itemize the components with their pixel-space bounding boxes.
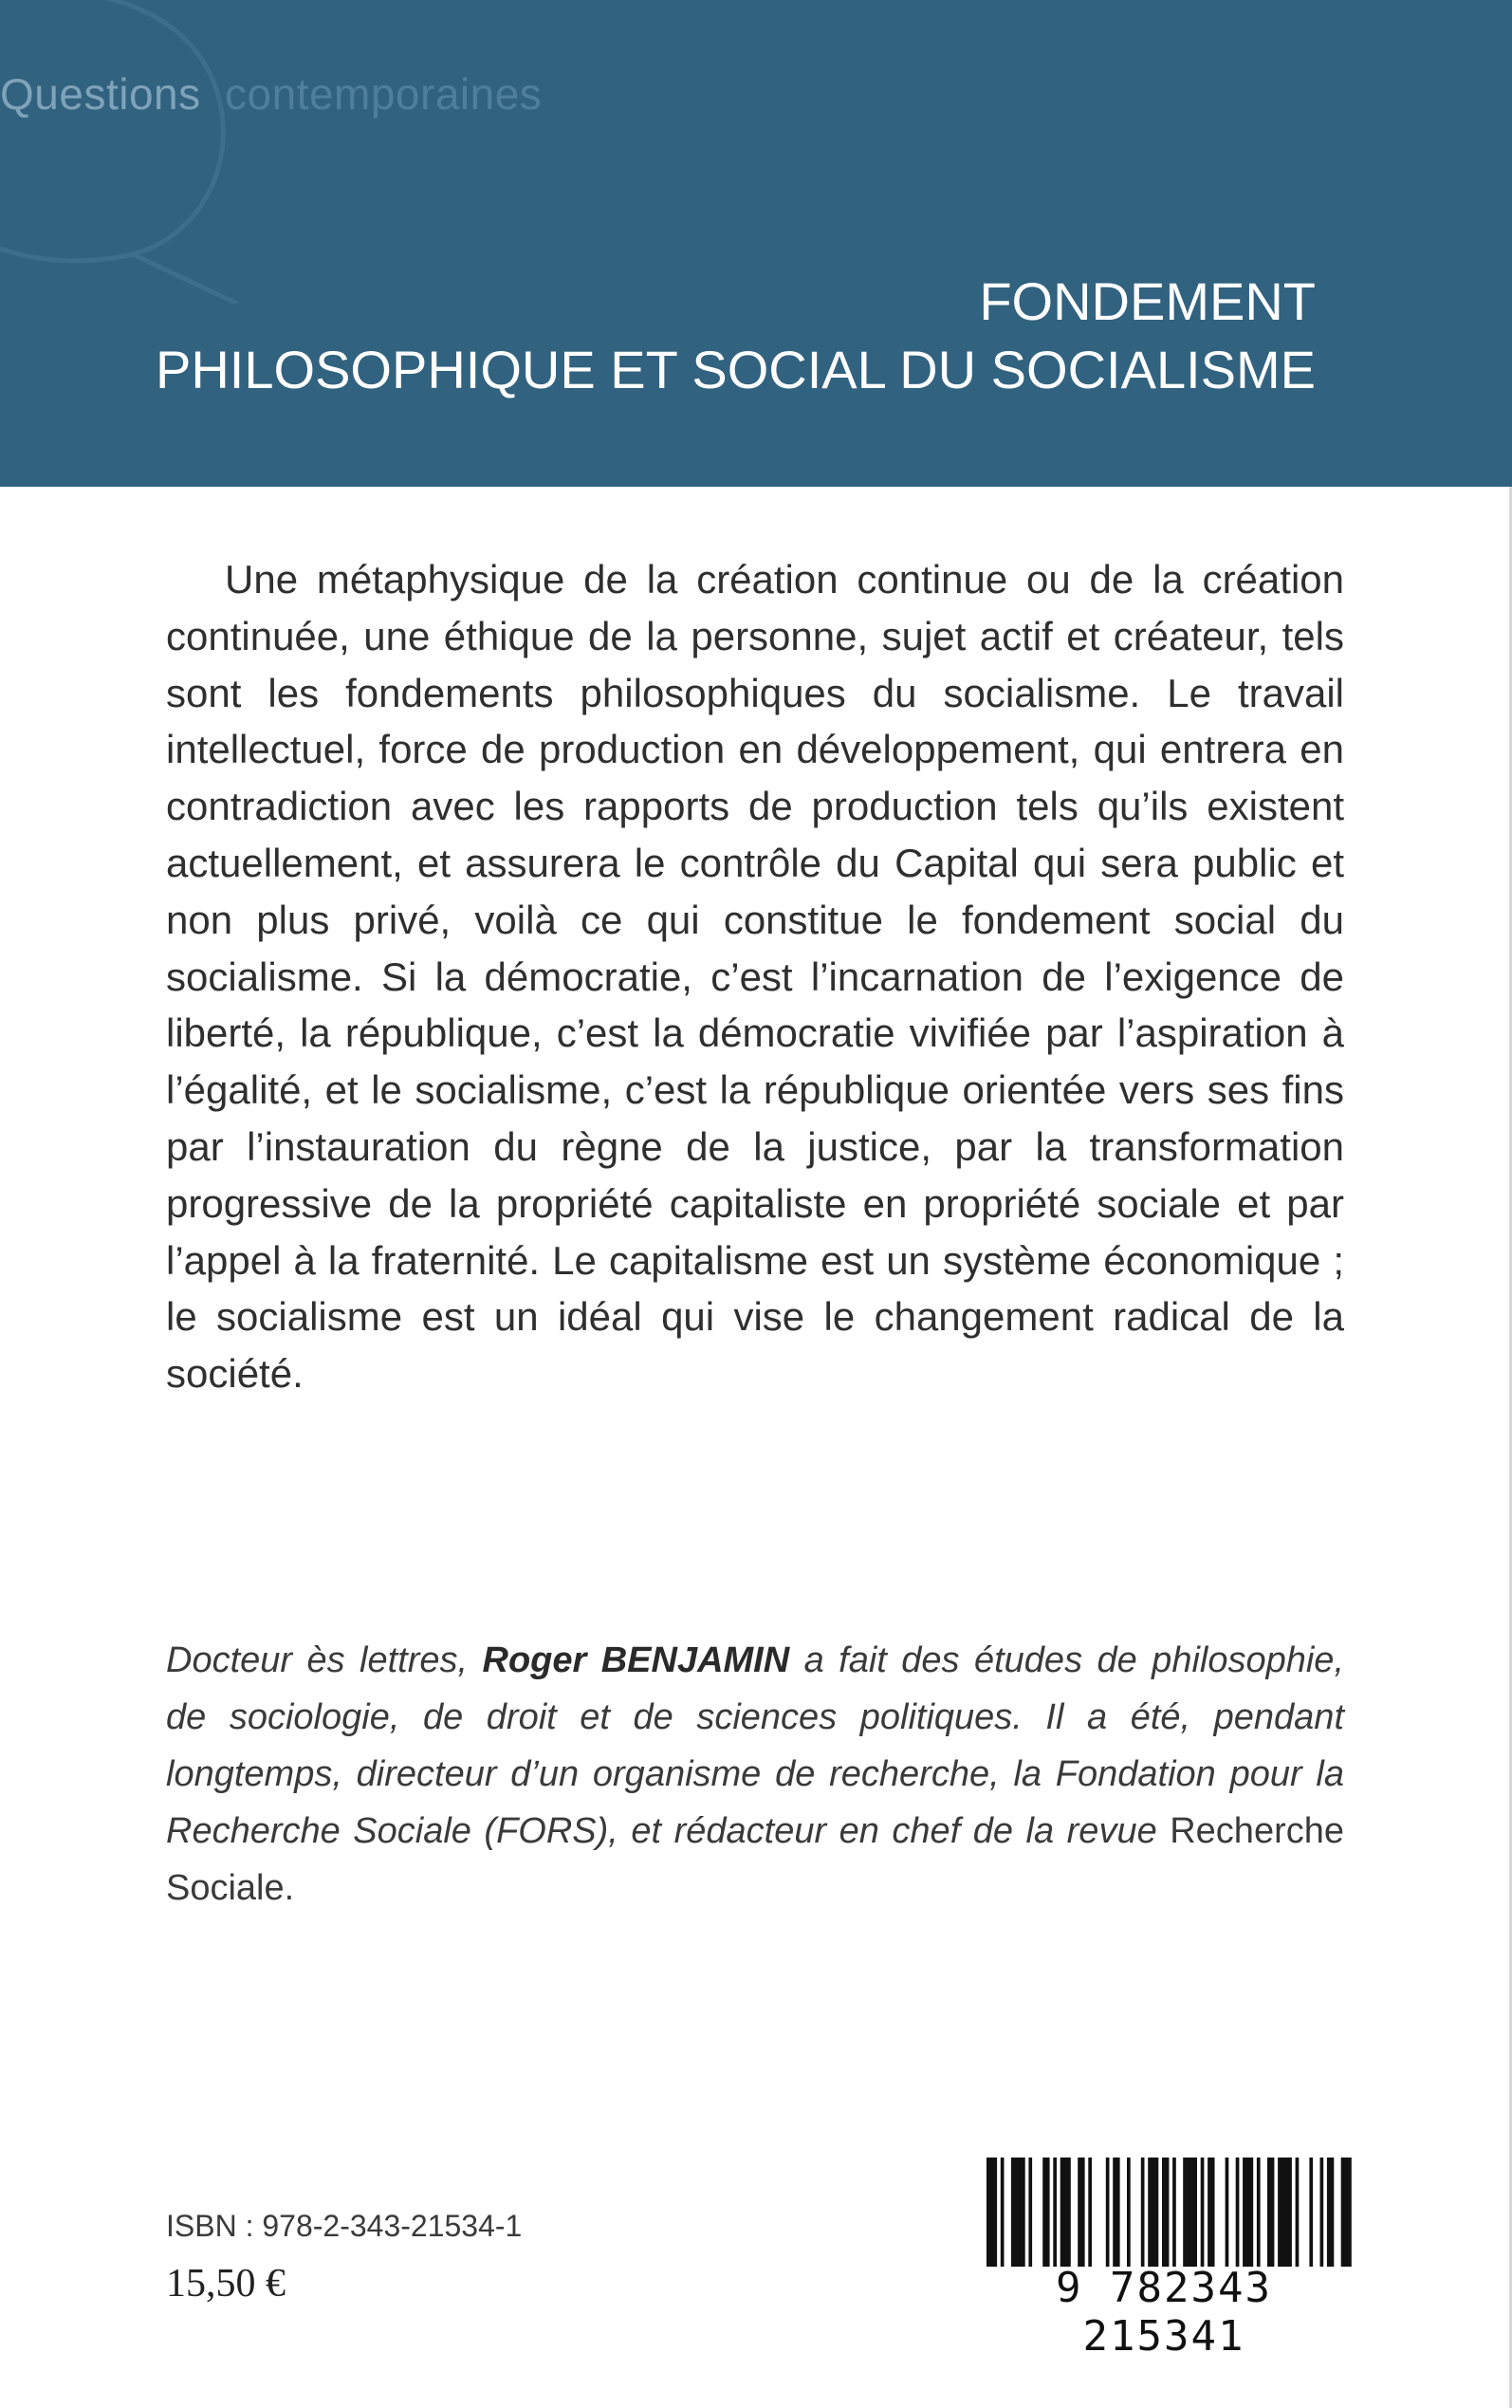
barcode-bar — [1236, 2158, 1240, 2267]
header-band — [0, 0, 1512, 487]
barcode-bar — [1226, 2158, 1229, 2267]
barcode-bar — [1148, 2158, 1158, 2267]
barcode-bar — [1201, 2158, 1205, 2267]
barcode-bar — [986, 2158, 997, 2267]
journal-name: Recherche Sociale — [166, 1811, 1344, 1908]
q-logo-icon — [0, 0, 247, 304]
barcode-bar — [1183, 2158, 1197, 2267]
barcode-bar — [1028, 2158, 1032, 2267]
barcode-bar — [1162, 2158, 1169, 2267]
price-label: 15,50 € — [166, 2262, 286, 2306]
author-bio — [166, 1632, 1344, 1917]
author-bio-intro: Docteur ès lettres, — [166, 1640, 483, 1680]
book-title-line-2: PHILOSOPHIQUE ET SOCIAL DU SOCIALISME — [156, 340, 1316, 399]
barcode-bar — [1042, 2158, 1049, 2267]
author-bio-end: . — [284, 1868, 295, 1908]
barcode-bar — [1267, 2158, 1274, 2267]
barcode-bar — [1320, 2158, 1324, 2267]
book-title — [156, 268, 1316, 404]
barcode-bar — [1172, 2158, 1176, 2267]
book-title-line-1: FONDEMENT — [979, 271, 1316, 331]
barcode-bar — [1257, 2158, 1261, 2267]
barcode-digits: 9 782343 215341 — [1056, 2264, 1272, 2361]
barcode-bar — [1011, 2158, 1025, 2267]
barcode-bar — [1127, 2158, 1131, 2267]
barcode-icon — [969, 2150, 1358, 2283]
barcode-bar — [1106, 2158, 1110, 2267]
barcode-bar — [1053, 2158, 1057, 2267]
barcode-bar — [1001, 2158, 1005, 2267]
barcode-bar — [1278, 2158, 1292, 2267]
barcode-bar — [1113, 2158, 1119, 2267]
series-name-contemporaines: contemporaines — [225, 69, 543, 119]
barcode-bar — [1208, 2158, 1214, 2267]
author-bio-body: a fait des études de philosophie, de sociologie, de droit et de sciences politiques. Il a été, pendant longtemps, directeur d’un organisme de recherche, la Fondation pour la Recherche Sociale (FORS), et rédacteur en chef de la revue — [166, 1640, 1345, 1851]
barcode-bar — [1078, 2158, 1084, 2267]
series-name-questions: Questions — [0, 69, 201, 119]
barcode-bar — [1141, 2158, 1145, 2267]
barcode-bar — [1341, 2158, 1352, 2267]
isbn-label: ISBN : 978-2-343-21534-1 — [166, 2209, 523, 2243]
author-name: Roger BENJAMIN — [482, 1640, 790, 1680]
barcode-bar — [1309, 2158, 1313, 2267]
barcode-bar — [1327, 2158, 1334, 2267]
barcode — [969, 2150, 1358, 2361]
barcode-bar — [1296, 2158, 1300, 2267]
back-cover-blurb: Une métaphysique de la création continue ou de la création continuée, une éthique de la personne, sujet actif et créateur, tels sont les fondements philosophiques du socialisme. Le travail intellectuel, force de production en développement, qui entrera en contradiction avec les rapports de production tels qu’ils existent actuellement, et assurera le contrôle du Capital qui sera public et non plus privé, voilà ce qui constitue le fondement social du socialisme. Si la démocratie, c’est l’incarnation de l’exigence de liberté, la république, c’est la démocratie vivifiée par l’aspiration à l’égalité, et le socialisme, c’est la république orientée vers ses fins par l’instauration du règne de la justice, par la transformation progressive de la propriété capitaliste en propriété sociale et par l’appel à la fraternité. Le capitalisme est un système économique ; le socialisme est un idéal qui vise le changement radical de la société. — [166, 557, 1344, 1397]
barcode-bar — [1243, 2158, 1253, 2267]
barcode-bar — [1088, 2158, 1092, 2267]
barcode-bar — [1060, 2158, 1071, 2267]
